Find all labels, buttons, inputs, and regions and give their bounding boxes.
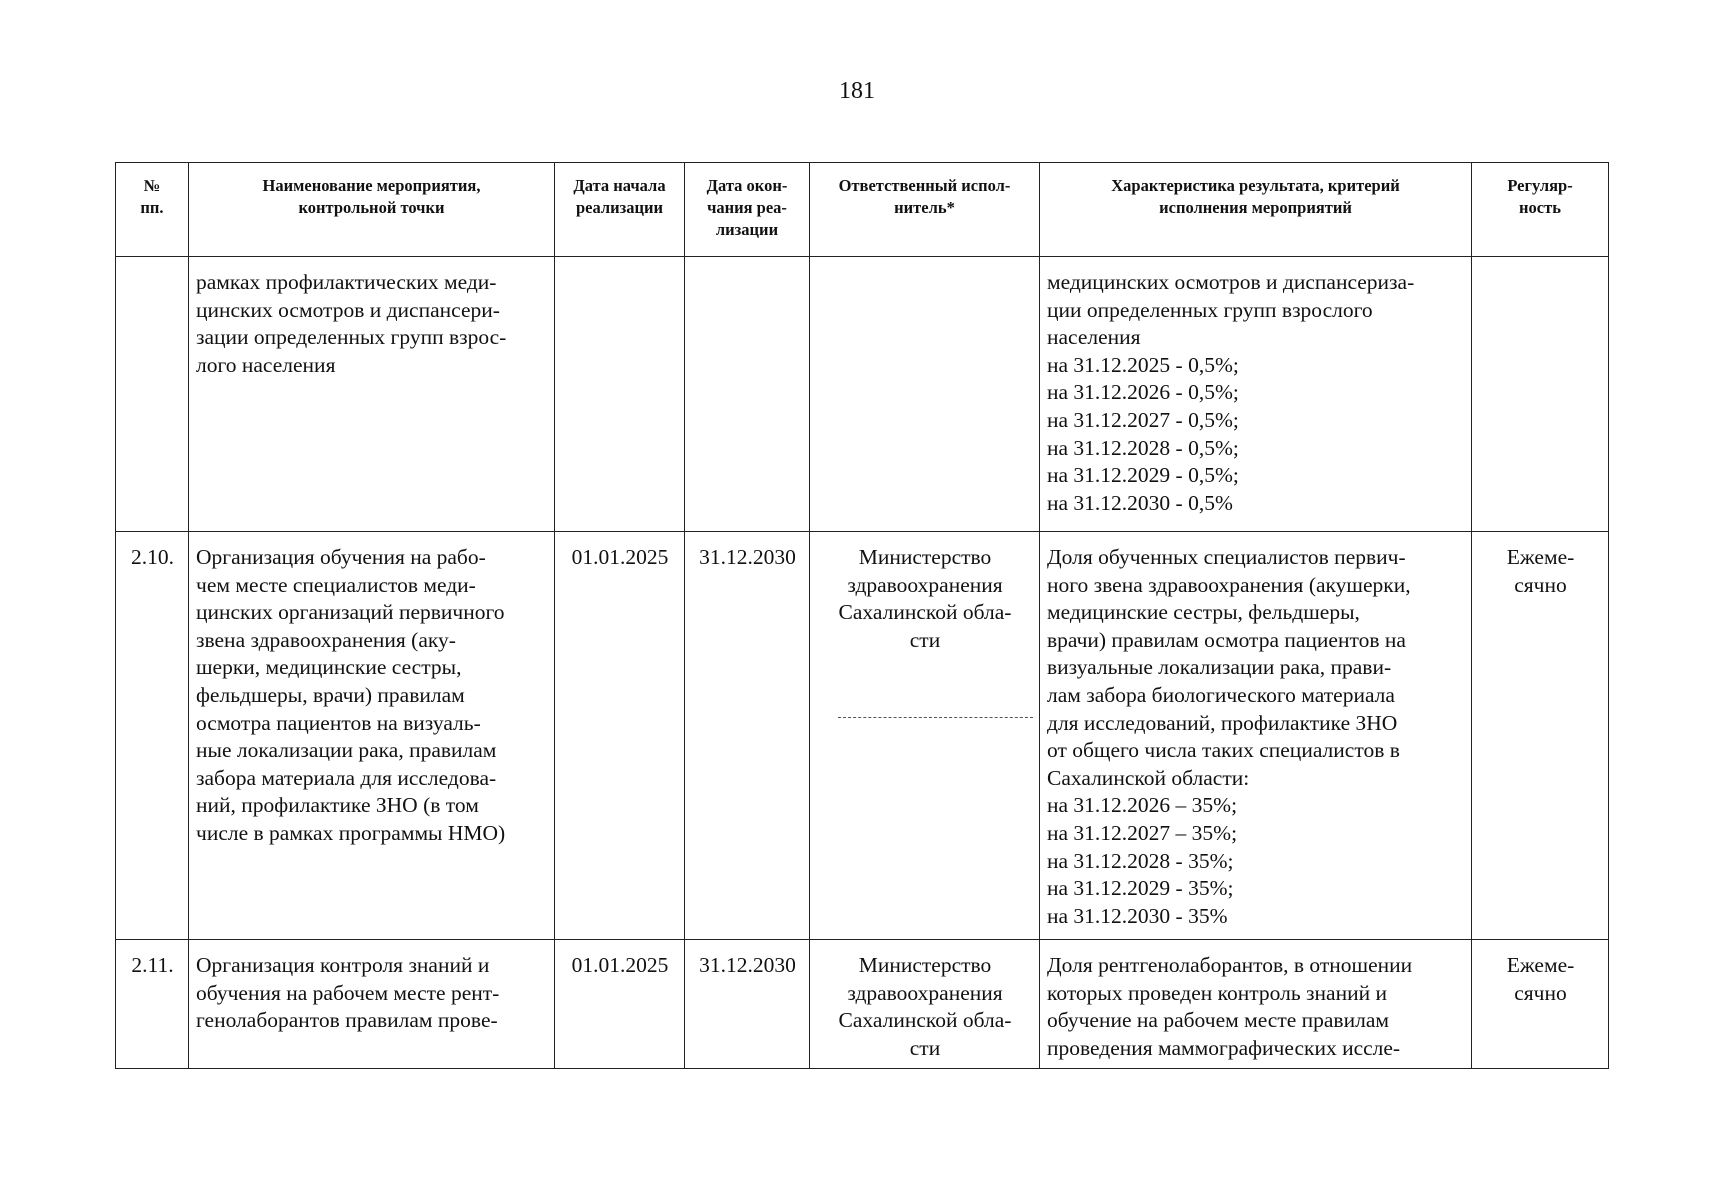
- cell-result: [1040, 532, 1472, 940]
- cell-name-line: ные локализации рака, правилам: [196, 738, 497, 763]
- cell-regularity: [1472, 532, 1609, 940]
- cell-result-line: которых проведен контроль знаний и: [1047, 980, 1387, 1005]
- cell-regularity-line: сячно: [1514, 572, 1567, 597]
- cell-name: [189, 532, 555, 940]
- cell-result-line: на 31.12.2026 - 0,5%;: [1047, 380, 1239, 405]
- cell-result-line: Доля рентгенолаборантов, в отношении: [1047, 953, 1413, 977]
- cell-start-date: 01.01.2025: [555, 940, 685, 1069]
- cell-name-line: лого населения: [196, 352, 336, 377]
- header-start-date: Дата начала реализации: [555, 163, 685, 257]
- cell-result-line: на 31.12.2026 – 35%;: [1047, 793, 1238, 818]
- cell-responsible-line: здравоохранения: [847, 980, 1003, 1005]
- cell-result-line: обучение на рабочем месте правилам: [1047, 1008, 1389, 1033]
- cell-result-line: населения: [1047, 325, 1141, 350]
- table-header-row: [116, 163, 1609, 257]
- cell-result-line: на 31.12.2027 – 35%;: [1047, 820, 1238, 845]
- cell-result-line: на 31.12.2027 - 0,5%;: [1047, 407, 1239, 432]
- cell-result-line: на 31.12.2025 - 0,5%;: [1047, 352, 1239, 377]
- cell-name-line: звена здравоохранения (аку-: [196, 627, 456, 652]
- cell-end-date: 31.12.2030: [685, 532, 810, 940]
- header-result: Характеристика результата, критерий исполнения мероприятий: [1040, 163, 1472, 257]
- cell-result-line: на 31.12.2028 - 35%;: [1047, 848, 1234, 873]
- header-responsible: Ответственный испол- нитель*: [810, 163, 1040, 257]
- cell-end-date: [685, 257, 810, 532]
- table-row: [116, 940, 1609, 1069]
- cell-result-line: от общего числа таких специалистов в: [1047, 738, 1400, 763]
- cell-responsible: [810, 532, 1040, 940]
- cell-regularity-line: Ежеме-: [1506, 545, 1575, 569]
- cell-num: 2.11.: [116, 940, 189, 1069]
- cell-responsible: [810, 940, 1040, 1069]
- cell-name-line: забора материала для исследова-: [196, 765, 497, 790]
- cell-result-line: Сахалинской области:: [1047, 765, 1250, 790]
- cell-result-line: визуальные локализации рака, прави-: [1047, 655, 1392, 680]
- header-name: Наименование мероприятия, контрольной точки: [189, 163, 555, 257]
- cell-responsible-line: сти: [909, 1035, 941, 1060]
- cell-end-date: 31.12.2030: [685, 940, 810, 1069]
- cell-name-line: цинских осмотров и диспансери-: [196, 297, 500, 322]
- cell-name: [189, 257, 555, 532]
- cell-responsible-line: здравоохранения: [847, 572, 1003, 597]
- cell-result-line: ного звена здравоохранения (акушерки,: [1047, 572, 1411, 597]
- header-end-date: Дата окон- чания реа- лизации: [685, 163, 810, 257]
- cell-result: [1040, 940, 1472, 1069]
- cell-result-line: на 31.12.2028 - 0,5%;: [1047, 435, 1239, 460]
- cell-num: 2.10.: [116, 532, 189, 940]
- cell-regularity-line: Ежеме-: [1506, 953, 1575, 977]
- cell-start-date: 01.01.2025: [555, 532, 685, 940]
- cell-result-line: медицинские сестры, фельдшеры,: [1047, 600, 1360, 625]
- cell-result-line: на 31.12.2029 - 0,5%;: [1047, 463, 1239, 488]
- cell-regularity-line: сячно: [1514, 980, 1567, 1005]
- cell-name-line: ний, профилактике ЗНО (в том: [196, 793, 479, 818]
- cell-name-line: фельдшеры, врачи) правилам: [196, 682, 465, 707]
- cell-name-line: осмотра пациентов на визуаль-: [196, 710, 481, 735]
- cell-start-date: [555, 257, 685, 532]
- cell-result-line: врачи) правилам осмотра пациентов на: [1047, 627, 1406, 652]
- cell-regularity: [1472, 257, 1609, 532]
- cell-result: [1040, 257, 1472, 532]
- table-row: [116, 532, 1609, 940]
- cell-name-line: генолаборантов правилам прове-: [196, 1008, 498, 1033]
- cell-num: [116, 257, 189, 532]
- cell-name-line: цинских организаций первичного: [196, 600, 505, 625]
- cell-responsible: [810, 257, 1040, 532]
- cell-responsible-line: сти: [909, 627, 941, 652]
- cell-responsible-line: Министерство: [858, 545, 992, 569]
- cell-result-line: Доля обученных специалистов первич-: [1047, 545, 1406, 569]
- cell-name-line: числе в рамках программы НМО): [196, 820, 506, 845]
- cell-regularity: [1472, 940, 1609, 1069]
- cell-result-line: на 31.12.2030 - 35%: [1047, 903, 1228, 928]
- cell-responsible-line: Министерство: [858, 953, 992, 977]
- cell-result-line: ции определенных групп взрослого: [1047, 297, 1373, 322]
- cell-name-line: Организация обучения на рабо-: [196, 545, 486, 569]
- cell-result-line: проведения маммографических иссле-: [1047, 1035, 1401, 1060]
- cell-responsible-line: Сахалинской обла-: [838, 600, 1012, 625]
- cell-name-line: чем месте специалистов меди-: [196, 572, 476, 597]
- cell-result-line: для исследований, профилактике ЗНО: [1047, 710, 1398, 735]
- header-num: № пп.: [116, 163, 189, 257]
- cell-name: [189, 940, 555, 1069]
- scan-dash-mark: [838, 717, 1033, 718]
- page-number: 181: [839, 78, 875, 104]
- cell-name-line: зации определенных групп взрос-: [196, 325, 507, 350]
- header-regularity: Регуляр- ность: [1472, 163, 1609, 257]
- cell-name-line: рамках профилактических меди-: [196, 270, 497, 294]
- cell-result-line: лам забора биологического материала: [1047, 682, 1395, 707]
- cell-result-line: медицинских осмотров и диспансериза-: [1047, 270, 1415, 294]
- table-row: [116, 257, 1609, 532]
- cell-name-line: Организация контроля знаний и: [196, 953, 490, 977]
- cell-name-line: шерки, медицинские сестры,: [196, 655, 462, 680]
- cell-result-line: на 31.12.2030 - 0,5%: [1047, 490, 1233, 515]
- cell-responsible-line: Сахалинской обла-: [838, 1008, 1012, 1033]
- plan-table: [115, 162, 1609, 1069]
- cell-name-line: обучения на рабочем месте рент-: [196, 980, 500, 1005]
- cell-result-line: на 31.12.2029 - 35%;: [1047, 876, 1234, 901]
